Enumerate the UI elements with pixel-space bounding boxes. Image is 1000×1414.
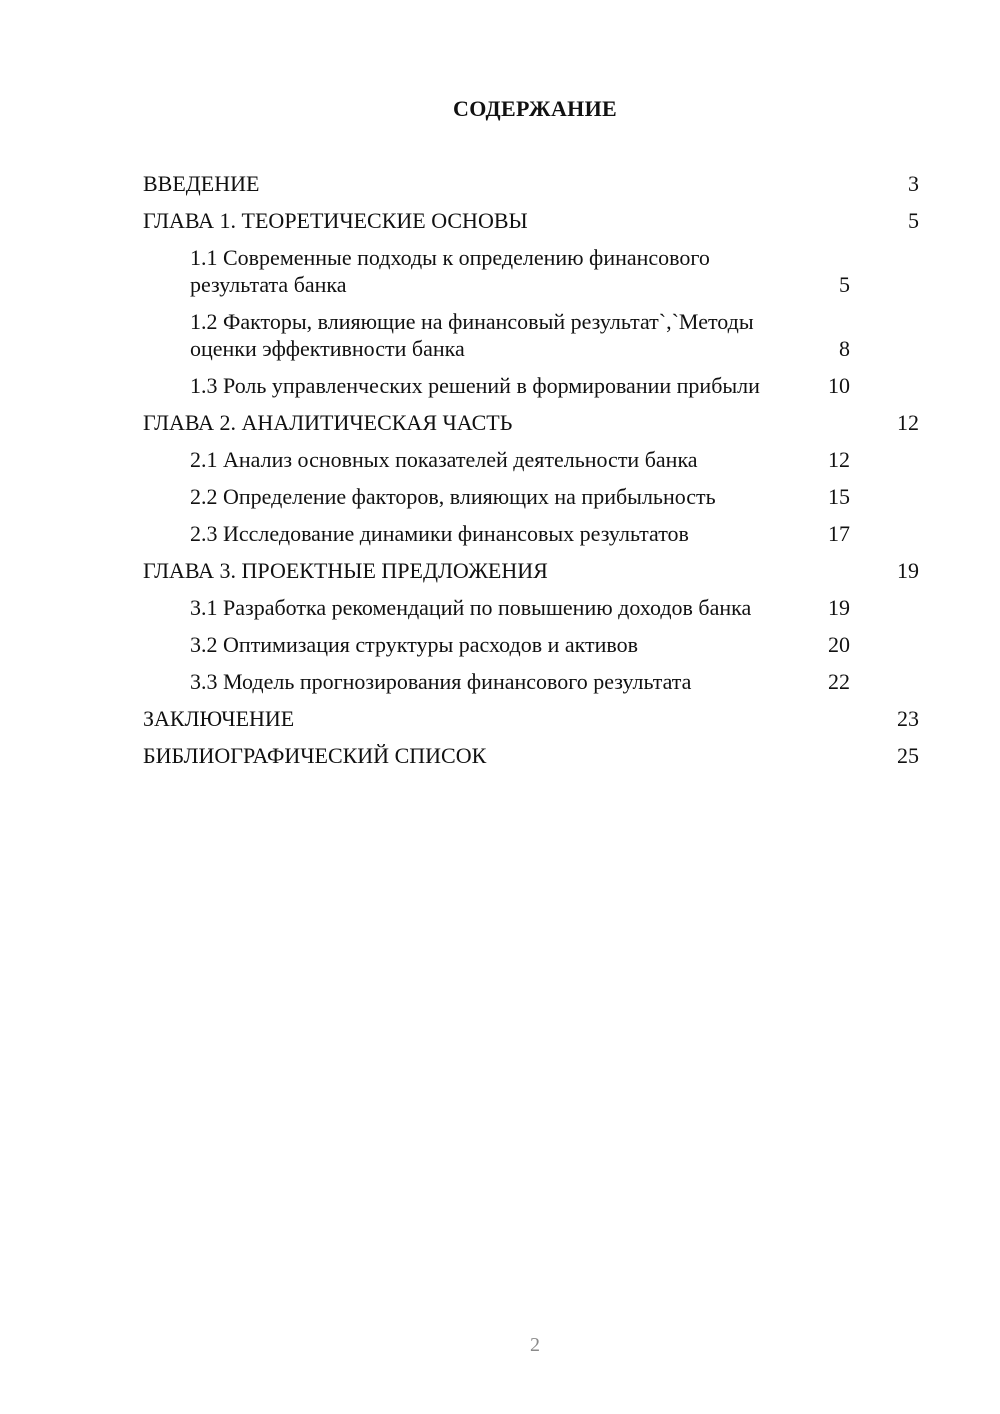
toc-entry-page: 15	[828, 484, 850, 509]
table-of-contents	[143, 170, 919, 779]
toc-entry-section-3-2[interactable]	[143, 631, 919, 658]
toc-entry-page: 22	[828, 669, 850, 694]
toc-entry-chapter-3[interactable]	[143, 557, 919, 584]
toc-entry-label: ГЛАВА 1. ТЕОРЕТИЧЕСКИЕ ОСНОВЫ	[143, 208, 528, 233]
toc-entry-bibliography[interactable]	[143, 742, 919, 769]
toc-entry-page: 23	[897, 706, 919, 731]
toc-entry-section-2-3[interactable]	[143, 520, 919, 547]
toc-entry-section-2-1[interactable]	[143, 446, 919, 473]
toc-entry-conclusion[interactable]	[143, 705, 919, 732]
toc-entry-page: 8	[839, 336, 850, 361]
toc-entry-label: 1.3 Роль управленческих решений в формировании прибыли	[190, 373, 760, 398]
toc-entry-label: ГЛАВА 2. АНАЛИТИЧЕСКАЯ ЧАСТЬ	[143, 410, 513, 435]
toc-entry-page: 3	[908, 171, 919, 196]
toc-entry-page: 12	[828, 447, 850, 472]
toc-entry-page: 12	[897, 410, 919, 435]
toc-entry-page: 10	[828, 373, 850, 398]
toc-entry-label: 1.1 Современные подходы к определению финансового результата банка	[190, 245, 716, 297]
toc-entry-page: 5	[908, 208, 919, 233]
toc-entry-page: 5	[839, 272, 850, 297]
toc-entry-section-3-3[interactable]	[143, 668, 919, 695]
toc-entry-section-1-2[interactable]	[143, 308, 919, 362]
toc-title: СОДЕРЖАНИЕ	[453, 96, 617, 121]
page-number: 2	[530, 1334, 540, 1356]
toc-entry-label: 3.3 Модель прогнозирования финансового результата	[190, 669, 692, 694]
toc-entry-chapter-2[interactable]	[143, 409, 919, 436]
toc-entry-section-3-1[interactable]	[143, 594, 919, 621]
toc-entry-label: 2.2 Определение факторов, влияющих на прибыльность	[190, 484, 716, 509]
toc-entry-page: 25	[897, 743, 919, 768]
toc-entry-page: 17	[828, 521, 850, 546]
toc-entry-label: 2.3 Исследование динамики финансовых результатов	[190, 521, 689, 546]
toc-entry-page: 20	[828, 632, 850, 657]
toc-entry-label: 3.1 Разработка рекомендаций по повышению доходов банка	[190, 595, 752, 620]
toc-entry-chapter-1[interactable]	[143, 207, 919, 234]
toc-entry-label: ВВЕДЕНИЕ	[143, 171, 260, 196]
toc-entry-label: 3.2 Оптимизация структуры расходов и активов	[190, 632, 639, 657]
toc-entry-label: ГЛАВА 3. ПРОЕКТНЫЕ ПРЕДЛОЖЕНИЯ	[143, 558, 548, 583]
toc-entry-label: БИБЛИОГРАФИЧЕСКИЙ СПИСОК	[143, 743, 487, 768]
toc-entry-label: 1.2 Факторы, влияющие на финансовый результат`,`Методы оценки эффективности банка	[190, 309, 760, 361]
toc-entry-introduction[interactable]	[143, 170, 919, 197]
toc-entry-section-2-2[interactable]	[143, 483, 919, 510]
toc-entry-label: 2.1 Анализ основных показателей деятельности банка	[190, 447, 698, 472]
toc-entry-section-1-3[interactable]	[143, 372, 919, 399]
toc-entry-section-1-1[interactable]	[143, 244, 919, 298]
toc-entry-page: 19	[897, 558, 919, 583]
toc-entry-page: 19	[828, 595, 850, 620]
toc-entry-label: ЗАКЛЮЧЕНИЕ	[143, 706, 295, 731]
